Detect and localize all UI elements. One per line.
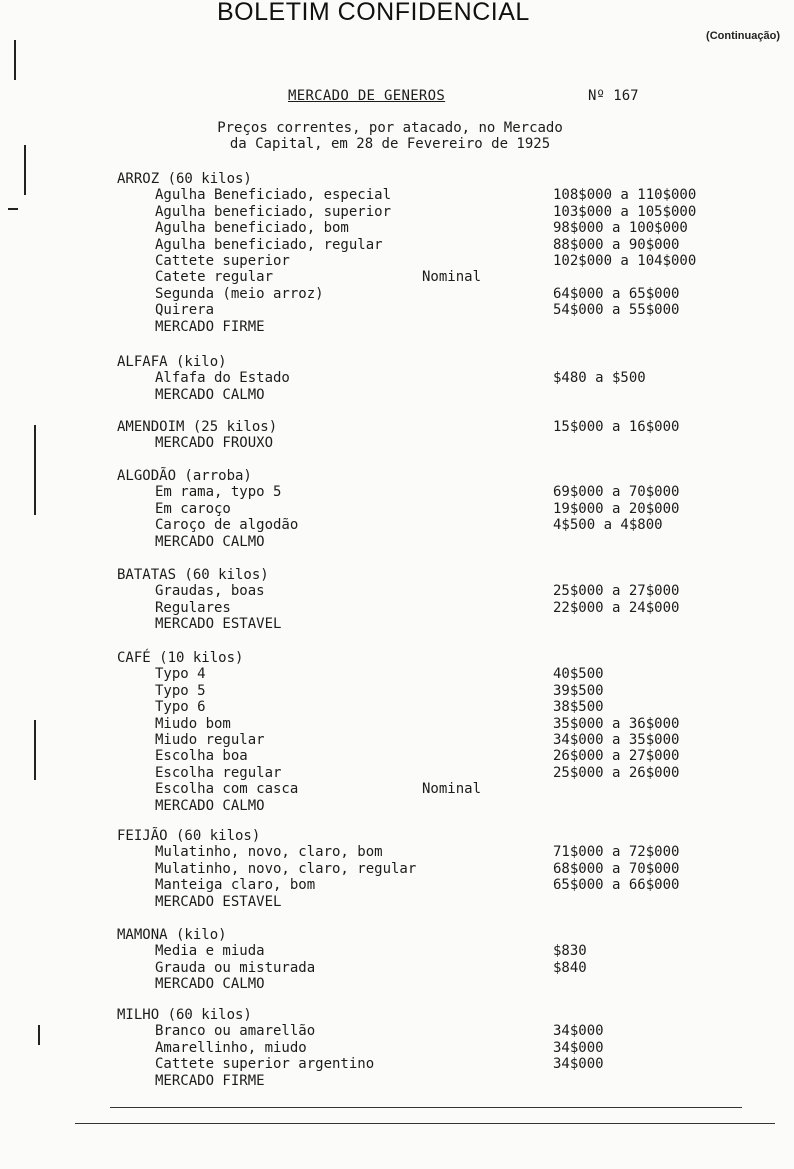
category-title: MILHO (60 kilos) bbox=[117, 1007, 252, 1023]
price-row bbox=[117, 370, 717, 386]
category-milho bbox=[117, 1007, 717, 1089]
item-name: Typo 6 bbox=[155, 699, 206, 716]
price-row bbox=[117, 732, 717, 748]
item-price: 64$000 a 65$000 bbox=[553, 285, 680, 302]
section-title: MERCADO DE GENEROS bbox=[288, 88, 446, 104]
price-row bbox=[117, 716, 717, 732]
item-price: 71$000 a 72$000 bbox=[553, 844, 680, 861]
item-name: Media e miuda bbox=[155, 943, 265, 960]
margin-mark bbox=[24, 145, 26, 195]
market-status: MERCADO CALMO bbox=[155, 797, 265, 814]
category-feijao bbox=[117, 828, 717, 910]
item-price: 69$000 a 70$000 bbox=[553, 484, 680, 501]
continuation-label: (Continuação) bbox=[706, 30, 780, 42]
item-price: $480 a $500 bbox=[553, 370, 646, 387]
item-name: Amarellinho, miudo bbox=[155, 1039, 307, 1056]
price-row bbox=[117, 204, 717, 220]
category-title: ALGODÃO (arroba) bbox=[117, 468, 252, 484]
item-name: Agulha beneficiado, superior bbox=[155, 203, 392, 220]
item-name: Segunda (meio arroz) bbox=[155, 285, 324, 302]
margin-mark bbox=[38, 1025, 40, 1045]
category-algodao bbox=[117, 468, 717, 550]
price-row bbox=[117, 517, 717, 533]
item-name: Agulha beneficiado, regular bbox=[155, 236, 383, 253]
category-amendoim bbox=[117, 419, 717, 452]
item-price: 98$000 a 100$000 bbox=[553, 220, 688, 237]
price-row bbox=[117, 943, 717, 959]
item-price: 40$500 bbox=[553, 666, 604, 683]
item-name: Quirera bbox=[155, 302, 215, 319]
item-name: Agulha beneficiado, bom bbox=[155, 220, 349, 237]
item-name: Miudo regular bbox=[155, 731, 265, 748]
item-price: 38$500 bbox=[553, 699, 604, 716]
item-name: Typo 4 bbox=[155, 666, 206, 683]
item-price: 88$000 a 90$000 bbox=[553, 236, 680, 253]
item-name: Em rama, typo 5 bbox=[155, 484, 282, 501]
margin-mark bbox=[14, 40, 16, 80]
margin-mark bbox=[34, 425, 36, 515]
market-status: MERCADO FROUXO bbox=[155, 435, 274, 452]
item-name: Regulares bbox=[155, 599, 231, 616]
item-note: Nominal bbox=[422, 269, 482, 286]
category-arroz bbox=[117, 171, 717, 335]
subtitle bbox=[150, 120, 630, 152]
market-status: MERCADO CALMO bbox=[155, 976, 265, 993]
market-status: MERCADO FIRME bbox=[155, 1072, 265, 1089]
item-name: Alfafa do Estado bbox=[155, 370, 290, 387]
category-title: FEIJÃO (60 kilos) bbox=[117, 828, 261, 844]
price-row bbox=[117, 683, 717, 699]
price-row bbox=[117, 269, 717, 285]
bottom-rule bbox=[75, 1123, 775, 1124]
category-batatas bbox=[117, 567, 717, 633]
item-price: 15$000 a 16$000 bbox=[553, 419, 680, 435]
item-price: 102$000 a 104$000 bbox=[553, 252, 697, 269]
item-name: Typo 5 bbox=[155, 682, 206, 699]
price-row bbox=[117, 253, 717, 269]
price-row bbox=[117, 1056, 717, 1072]
item-name: Mulatinho, novo, claro, regular bbox=[155, 860, 417, 877]
price-row bbox=[117, 1023, 717, 1039]
category-title: BATATAS (60 kilos) bbox=[117, 567, 269, 583]
item-price: 25$000 a 27$000 bbox=[553, 583, 680, 600]
price-row bbox=[117, 286, 717, 302]
item-price: 108$000 a 110$000 bbox=[553, 187, 697, 204]
category-mamona bbox=[117, 927, 717, 993]
item-name: Escolha com casca bbox=[155, 781, 299, 798]
category-cafe bbox=[117, 650, 717, 814]
item-name: Caroço de algodão bbox=[155, 517, 299, 534]
market-status: MERCADO FIRME bbox=[155, 318, 265, 335]
price-row bbox=[117, 302, 717, 318]
price-row bbox=[117, 237, 717, 253]
item-name: Agulha Beneficiado, especial bbox=[155, 187, 392, 204]
market-status: MERCADO ESTAVEL bbox=[155, 616, 282, 633]
bulletin-title: BOLETIM CONFIDENCIAL bbox=[217, 0, 530, 26]
item-name: Mulatinho, novo, claro, bom bbox=[155, 844, 383, 861]
item-price: 34$000 a 35$000 bbox=[553, 731, 680, 748]
item-price: 4$500 a 4$800 bbox=[553, 517, 663, 534]
item-name: Escolha regular bbox=[155, 764, 282, 781]
subtitle-line-2: da Capital, em 28 de Fevereiro de 1925 bbox=[229, 136, 551, 152]
price-row bbox=[117, 877, 717, 893]
margin-mark bbox=[34, 720, 36, 780]
item-price: $840 bbox=[553, 959, 587, 976]
item-name: Branco ou amarellão bbox=[155, 1023, 316, 1040]
item-price: 22$000 a 24$000 bbox=[553, 599, 680, 616]
price-row bbox=[117, 666, 717, 682]
item-name: Cattete superior bbox=[155, 252, 290, 269]
item-price: 25$000 a 26$000 bbox=[553, 764, 680, 781]
item-name: Cattete superior argentino bbox=[155, 1056, 375, 1073]
item-price: $830 bbox=[553, 943, 587, 960]
market-status: MERCADO ESTAVEL bbox=[155, 893, 282, 910]
item-name: Miudo bom bbox=[155, 715, 231, 732]
item-price: 19$000 a 20$000 bbox=[553, 500, 680, 517]
price-row bbox=[117, 501, 717, 517]
category-title: ALFAFA (kilo) bbox=[117, 354, 227, 370]
item-price: 39$500 bbox=[553, 682, 604, 699]
bottom-rule bbox=[110, 1107, 742, 1108]
category-title: MAMONA (kilo) bbox=[117, 927, 227, 943]
item-price: 34$000 bbox=[553, 1023, 604, 1040]
subtitle-line-1: Preços correntes, por atacado, no Mercado bbox=[217, 120, 563, 136]
item-price: 35$000 a 36$000 bbox=[553, 715, 680, 732]
item-name: Em caroço bbox=[155, 500, 231, 517]
item-name: Manteiga claro, bom bbox=[155, 877, 316, 894]
category-title: AMENDOIM (25 kilos) bbox=[117, 419, 278, 435]
price-row bbox=[117, 699, 717, 715]
item-price: 103$000 a 105$000 bbox=[553, 203, 697, 220]
price-row bbox=[117, 748, 717, 764]
item-price: 26$000 a 27$000 bbox=[553, 748, 680, 765]
item-name: Graudas, boas bbox=[155, 583, 265, 600]
category-title: ARROZ (60 kilos) bbox=[117, 171, 252, 187]
price-row bbox=[117, 220, 717, 236]
price-row bbox=[117, 187, 717, 203]
item-price: 54$000 a 55$000 bbox=[553, 302, 680, 319]
item-price: 34$000 bbox=[553, 1039, 604, 1056]
market-status: MERCADO CALMO bbox=[155, 533, 265, 550]
price-row bbox=[117, 861, 717, 877]
price-row bbox=[117, 844, 717, 860]
item-price: 68$000 a 70$000 bbox=[553, 860, 680, 877]
item-price: 34$000 bbox=[553, 1056, 604, 1073]
bulletin-number: Nº 167 bbox=[588, 88, 639, 104]
price-row bbox=[117, 1040, 717, 1056]
item-price: 65$000 a 66$000 bbox=[553, 877, 680, 894]
item-name: Catete regular bbox=[155, 269, 274, 286]
category-alfafa bbox=[117, 354, 717, 403]
item-note: Nominal bbox=[422, 781, 482, 798]
price-row bbox=[117, 765, 717, 781]
price-row bbox=[117, 781, 717, 797]
price-row bbox=[117, 960, 717, 976]
category-title: CAFÉ (10 kilos) bbox=[117, 650, 244, 666]
price-row bbox=[117, 583, 717, 599]
price-row bbox=[117, 484, 717, 500]
price-row bbox=[117, 600, 717, 616]
margin-mark bbox=[8, 208, 18, 210]
item-name: Grauda ou misturada bbox=[155, 959, 316, 976]
item-name: Escolha boa bbox=[155, 748, 248, 765]
market-status: MERCADO CALMO bbox=[155, 386, 265, 403]
